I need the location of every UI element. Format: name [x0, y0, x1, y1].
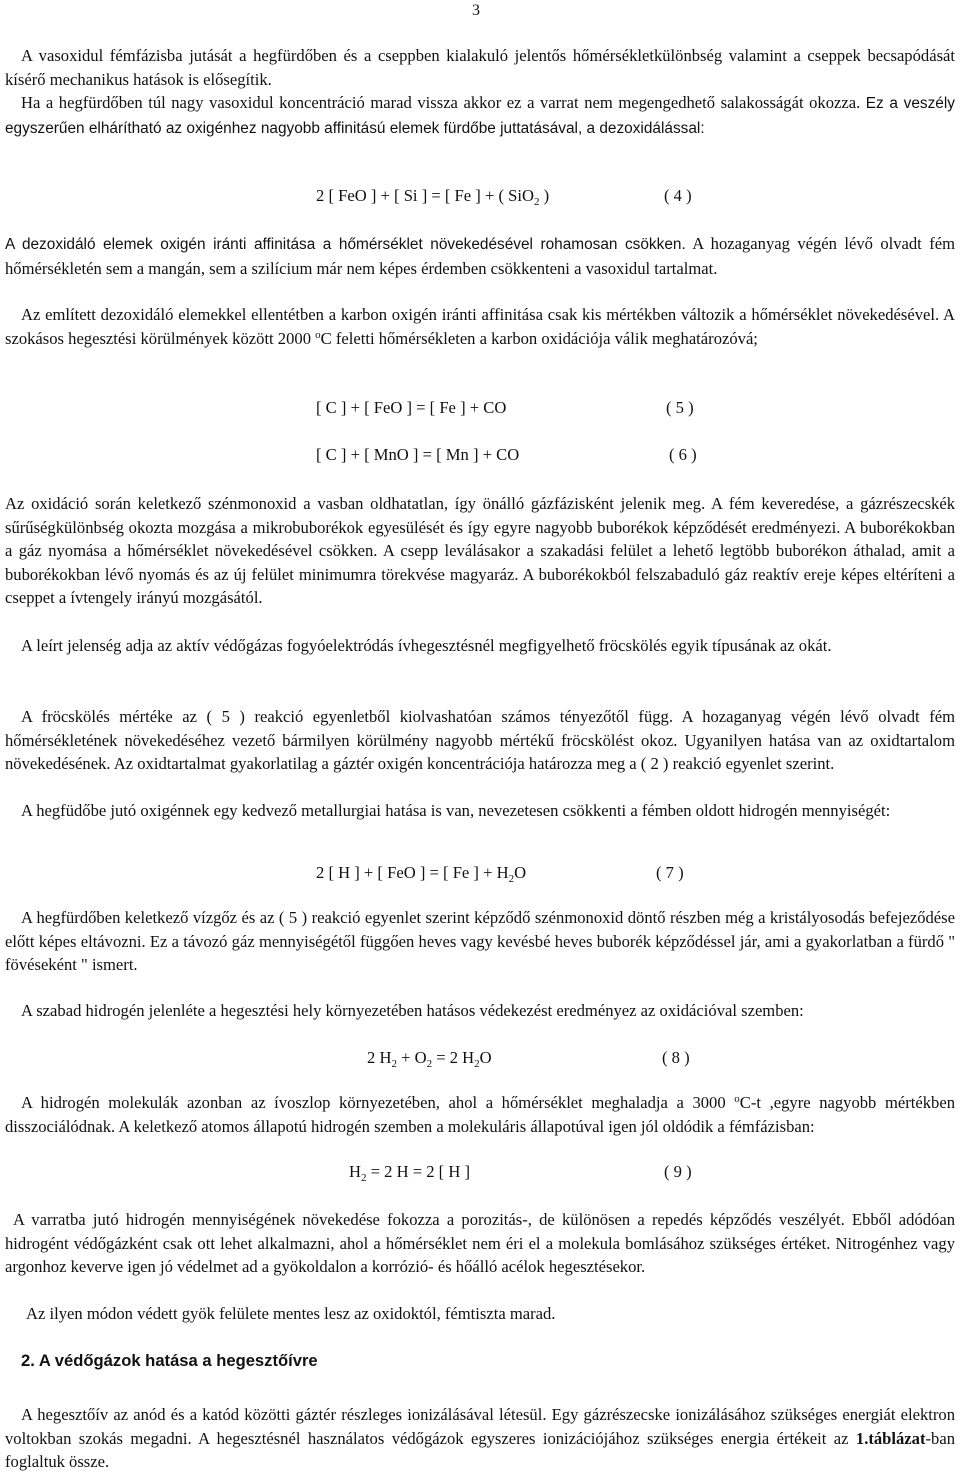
equation-6: [ C ] + [ MnO ] = [ Mn ] + CO	[316, 445, 520, 464]
equation-9: $H_2 = 2$ H = 2 [ H ]	[349, 1162, 471, 1184]
paragraph-szabad-hidrogen: A szabad hidrogén jelenléte a hegesztési hely környezetében hatásos védekezést eredményez az oxidációval szemben:	[21, 1001, 804, 1020]
paragraph-gyok-felulet: Az ilyen módon védett gyök felülete mentes lesz az oxidoktól, fémtiszta marad.	[26, 1304, 556, 1323]
equation-5-number: ( 5 )	[666, 398, 694, 417]
paragraph-frocskoles-ok: A leírt jelenség adja az aktív védőgázas fogyóelektródás ívhegesztésnél megfigyelhető fröcskölés egyik típusának az okát.	[21, 636, 832, 655]
paragraph-szenmonoxid: Az oxidáció során keletkező szénmonoxid a vasban oldhatatlan, így önálló gázfázisként jelenik meg. A fém keveredése, a gázrészecskék sűrűségkülönbség okozta mozgása a mikrobuborékok egyesülését és így egyre nagyobb buborékok képződését eredményezi. A buborékokban a gáz nyomása a hőmérséklet növekedésével csökken. A csepp leválásakor a szakadási felület a lehető legtöbb buborékon áthalad, amit a buborékokban lévő nyomás és az új felület minimumra törekvése magyaráz. A buborékokból felszabaduló gáz reaktív ereje képes eltéríteni a cseppet a ívtengely irányú mozgásától.	[5, 494, 955, 608]
paragraph-vizgoz: A hegfürdőben keletkező vízgőz és az ( 5 ) reakció egyenlet szerint képződő szénmonoxid döntő részben még a kristályosodás befejeződése előtt képes eltávozni. Ez a távozó gáz mennyiségétől függően heves vagy kevésbé heves buborék képződéssel jár, ami a gyakorlatban a fürdő " fövéseként " ismert.	[5, 908, 955, 975]
paragraph-vasoxidul: A vasoxidul fémfázisba jutását a hegfürdőben és a cseppben kialakuló jelentős hőmérsékletkülönbség valamint a cseppek becsapódását kísérő mechanikus hatások is elősegítik.	[5, 46, 955, 89]
equation-7: 2 [ H ] + [ FeO ] = [ Fe ] + $H_2O$	[316, 863, 527, 885]
equation-9-number: ( 9 )	[664, 1162, 692, 1181]
page-number: 3	[472, 2, 480, 19]
equation-8-number: ( 8 )	[662, 1048, 690, 1067]
paragraph-disszociacio: A hidrogén molekulák azonban az ívoszlop környezetében, ahol a hőmérséklet meghaladja a 3000 $^o$C-t ,egyre nagyobb mértékben disszociálódnak. A keletkező atomos állapotú hidrogén szemben a molekuláris állapotúval igen jól oldódik a fémfázisban:	[5, 1093, 955, 1136]
equation-6-number: ( 6 )	[669, 445, 697, 464]
equation-4-number: ( 4 )	[664, 186, 692, 205]
paragraph-karbon: Az említett dezoxidáló elemekkel ellentétben a karbon oxigén iránti affinitása csak kis mértékben változik a hőmérséklet növekedésével. A szokásos hegesztési körülmények között 2000 $^o$C feletti hőmérsékleten a karbon oxidációja válik meghatározóvá;	[5, 305, 955, 348]
equation-4: 2 [ FeO ] + [ Si ] = [ Fe ] + ( SiO$_2$ )	[316, 186, 550, 208]
table-reference: 1.táblázat	[855, 1428, 926, 1448]
equation-8: 2 $H_2 + O_2 = 2$ $H_2O$	[367, 1048, 492, 1070]
equation-5: [ C ] + [ FeO ] = [ Fe ] + CO	[316, 398, 507, 417]
paragraph-salakossag: Ha a hegfürdőben túl nagy vasoxidul koncentráció marad vissza akkor ez a varrat nem megengedhető salakosságát okozza. Ez a veszély egyszerűen elhárítható az oxigénhez nagyobb affinitású elemek fürdőbe juttatásával, a dezoxidálással:	[5, 93, 955, 137]
paragraph-dezoxidalo: A dezoxidáló elemek oxigén iránti affinitása a hőmérséklet növekedésével rohamosan csökken. A hozaganyag végén lévő olvadt fém hőmérsékletén sem a mangán, sem a szilícium már nem képes érdemben csökkenteni a vasoxidul tartalmat.	[5, 234, 955, 278]
paragraph-frocskoles-mertek: A fröcskölés mértéke az ( 5 ) reakció egyenletből kiolvashatóan számos tényezőtől függ. A hozaganyag végén lévő olvadt fém hőmérsékletének növekedéséhez vezető bármilyen körülmény nagyobb mértékű fröcskölést okoz. Ugyanilyen hatása van az oxidtartalom növekedésének. Az oxidtartalmat gyakorlatilag a gáztér oxigén koncentrációja határozza meg a ( 2 ) reakció egyenlet szerint.	[5, 707, 955, 774]
paragraph-hidrogen-oldott: A hegfüdőbe jutó oxigénnek egy kedvező metallurgiai hatása is van, nevezetesen csökkenti a fémben oldott hidrogén mennyiségét:	[21, 801, 891, 820]
section-heading: 2. A védőgázok hatása a hegesztőívre	[21, 1351, 318, 1370]
equation-7-number: ( 7 )	[656, 863, 684, 882]
paragraph-hegesztoiv: A hegesztőív az anód és a katód közötti gáztér részleges ionizálásával létesül. Egy gázrészecske ionizálásához szükséges energiát elektron voltokban szokás megadni. A hegesztésnél használatos védőgázok egyszeres ionizációjához szükséges energia értékeit az 1.táblázat-ban foglaltuk össze.	[5, 1405, 955, 1472]
paragraph-porozitas: A varratba jutó hidrogén mennyiségének növekedése fokozza a porozitás-, de különösen a repedés képződés veszélyét. Ebből adódóan hidrogént védőgázként csak ott lehet alkalmazni, ahol a hőmérséklet nem éri el a molekula bomlásához szükséges értéket. Nitrogénhez vagy argonhoz keverve igen jó védelmet ad a gyökoldalon a korrózió- és hőálló acélok hegesztésekor.	[5, 1210, 955, 1277]
